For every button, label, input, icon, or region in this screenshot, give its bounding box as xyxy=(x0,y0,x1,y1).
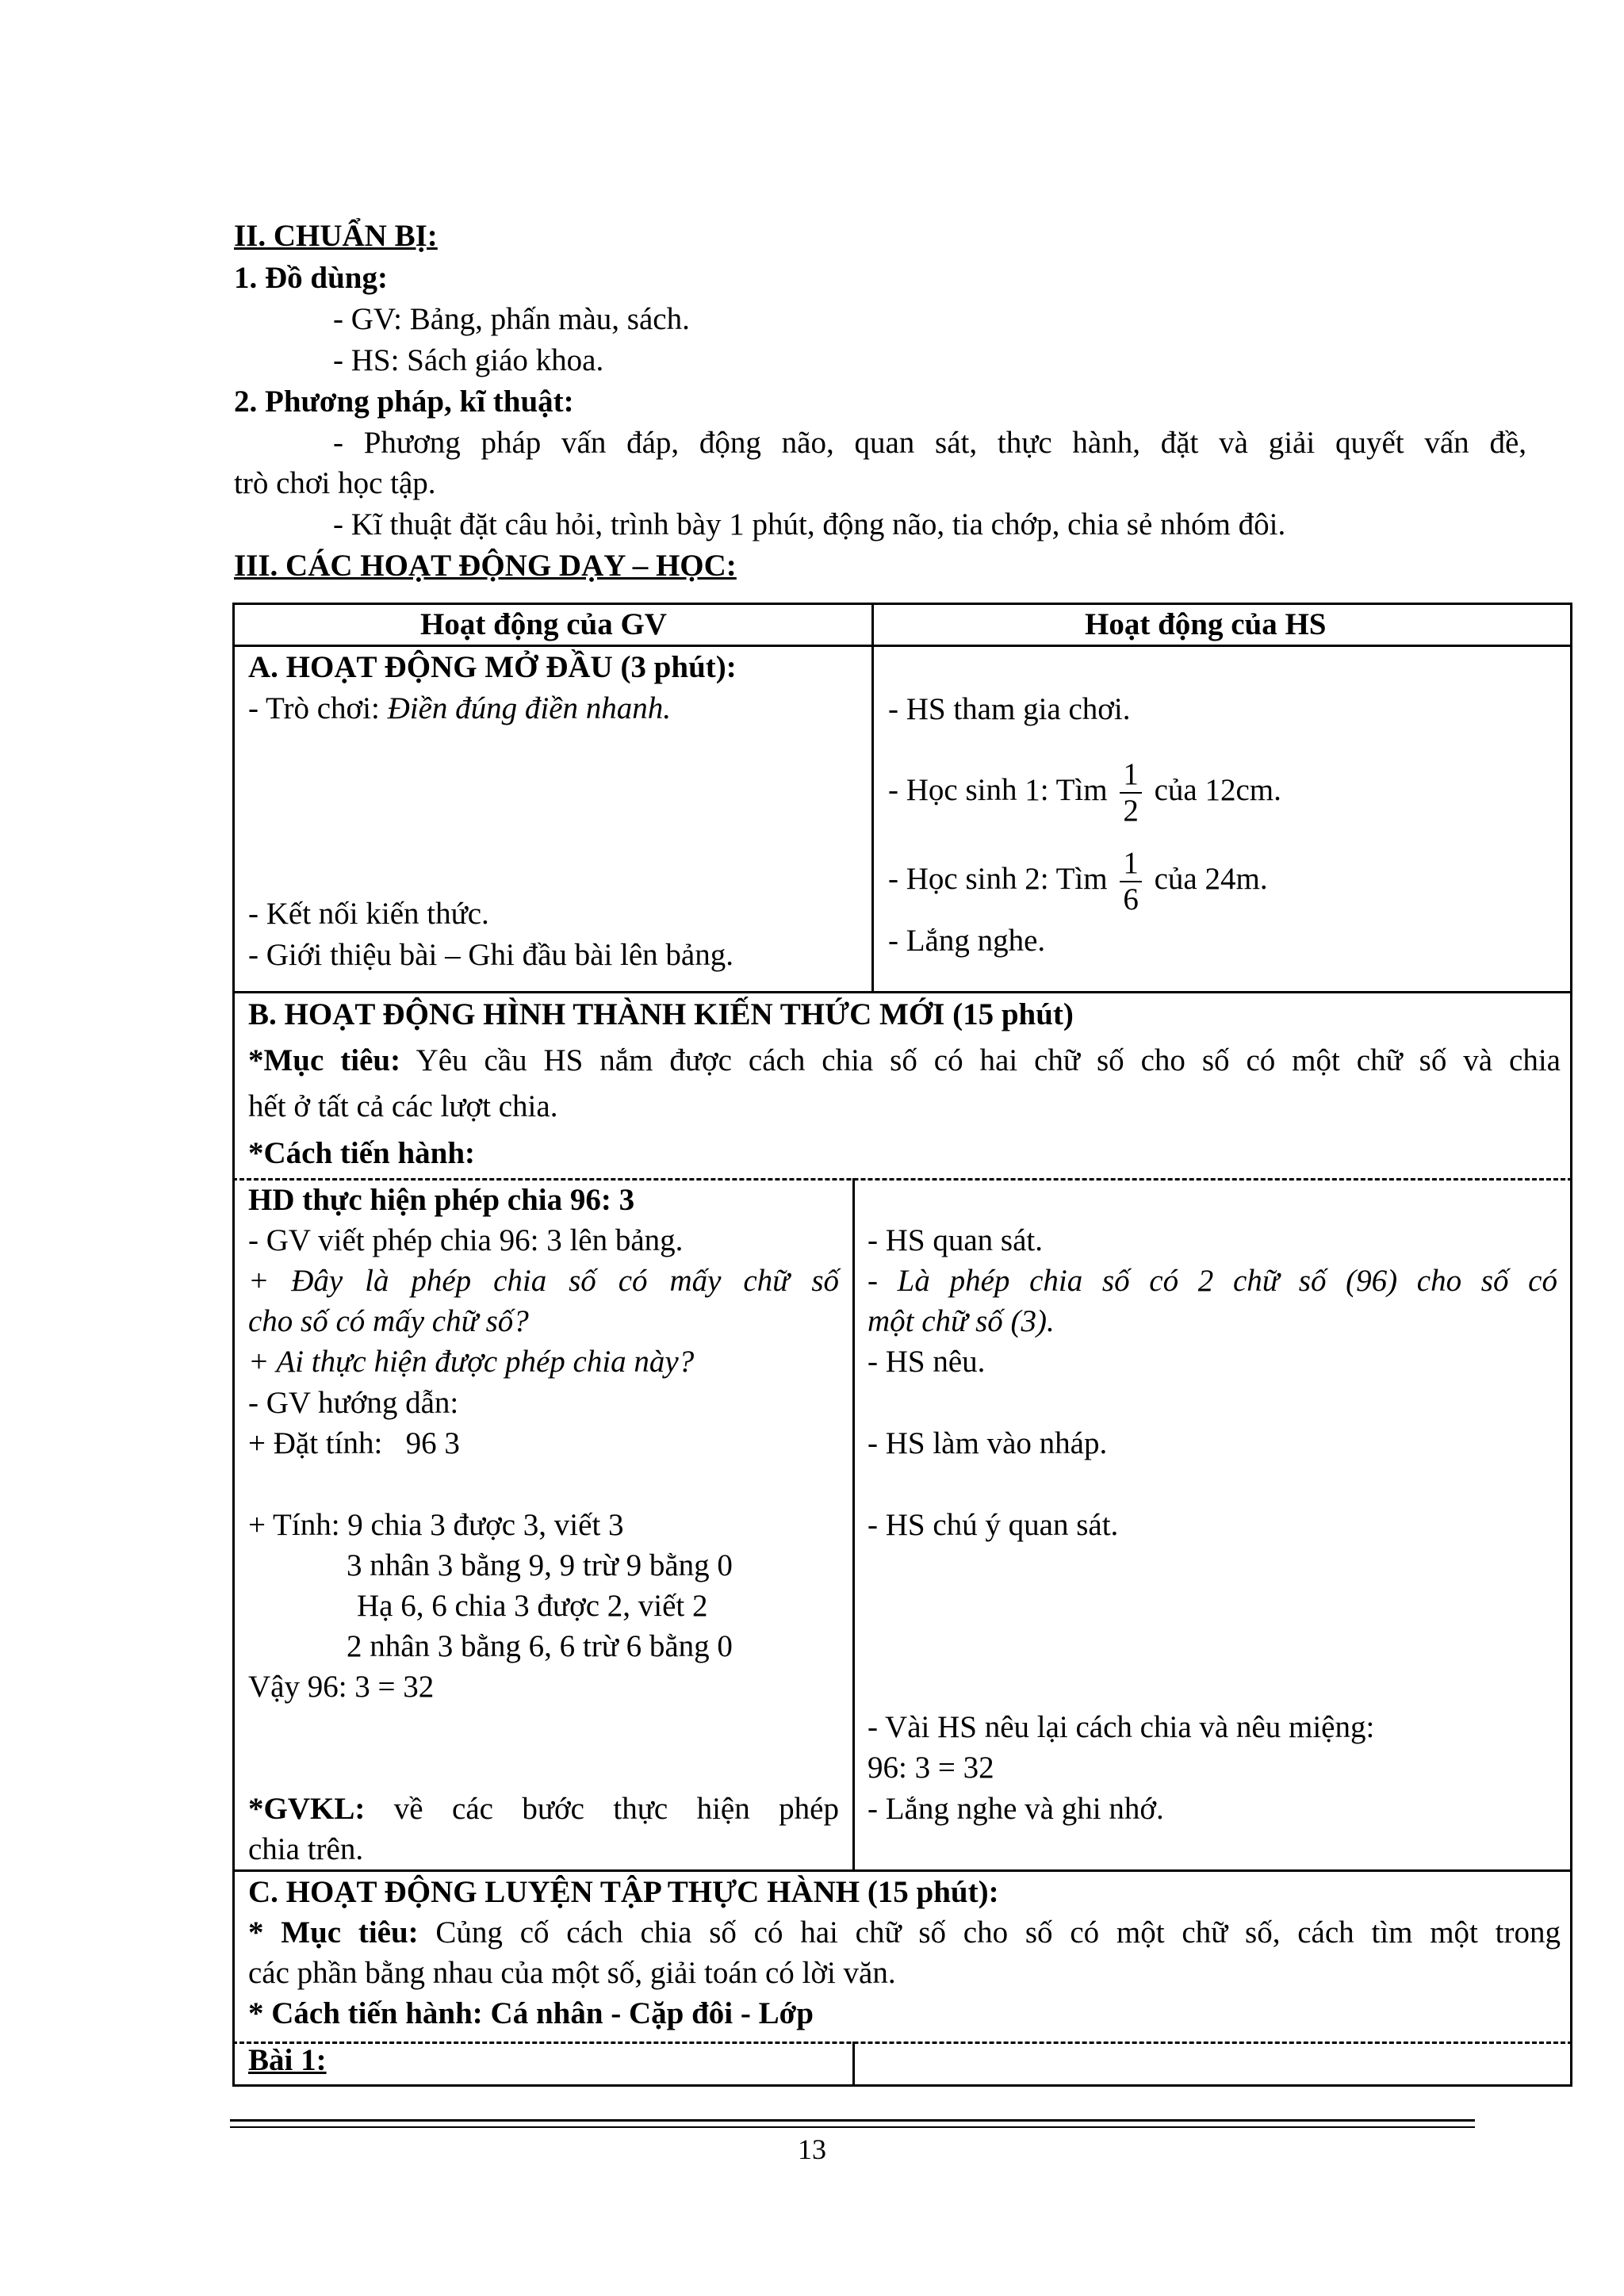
subheading-methods: 2. Phương pháp, kĩ thuật: xyxy=(234,385,574,419)
calc-step-3: Hạ 6, 6 chia 3 được 2, viết 2 xyxy=(357,1589,708,1623)
game-line xyxy=(248,689,671,729)
header-divider xyxy=(232,645,1572,647)
footer-rule-top xyxy=(230,2119,1475,2122)
game-name: Điền đúng điền nhanh. xyxy=(387,691,672,725)
techniques-line: - Kĩ thuật đặt câu hỏi, trình bày 1 phút, động não, tia chớp, chia sẻ nhóm đôi. xyxy=(333,507,1286,541)
hs-draft: - HS làm vào nháp. xyxy=(868,1426,1108,1460)
hs1-suffix: của 12cm. xyxy=(1154,773,1281,807)
hs1-numerator: 1 xyxy=(1120,757,1142,794)
hs2-suffix: của 24m. xyxy=(1154,862,1268,896)
hs-repeat-line-2: 96: 3 = 32 xyxy=(868,1751,994,1785)
section-heading-preparation: II. CHUẨN BỊ: xyxy=(234,219,438,253)
fraction-one-sixth xyxy=(1120,846,1142,917)
column-header-student: Hoạt động của HS xyxy=(1085,607,1327,641)
hs2-numerator: 1 xyxy=(1120,846,1142,882)
section-c-procedure: * Cách tiến hành: Cá nhân - Cặp đôi - Lớp xyxy=(248,1996,814,2030)
column-header-teacher: Hoạt động của GV xyxy=(420,607,667,641)
materials-student: - HS: Sách giáo khoa. xyxy=(333,343,604,377)
hs2-task xyxy=(888,832,1268,926)
set-division xyxy=(248,1424,460,1464)
methods-line-2: trò chơi học tập. xyxy=(234,466,436,500)
exercise-1-label: Bài 1: xyxy=(248,2043,327,2077)
section-a-divider xyxy=(232,991,1572,993)
section-b-goal-line-1 xyxy=(248,1041,1561,1081)
hs-observe: - HS quan sát. xyxy=(868,1223,1043,1257)
gv-guide: - GV hướng dẫn: xyxy=(248,1386,459,1420)
page-number: 13 xyxy=(798,2133,826,2165)
question-1-line-2: cho số có mấy chữ số? xyxy=(248,1304,529,1338)
footer-rule-bottom xyxy=(230,2126,1475,2128)
hs1-prefix: - Học sinh 1: Tìm xyxy=(888,773,1108,807)
guide-title: HD thực hiện phép chia 96: 3 xyxy=(248,1183,635,1217)
section-b-procedure-label: *Cách tiến hành: xyxy=(248,1136,476,1170)
calc-step-2: 3 nhân 3 bằng 9, 9 trừ 9 bằng 0 xyxy=(347,1548,733,1582)
hs-listen: - Lắng nghe. xyxy=(888,924,1046,958)
methods-line-1: - Phương pháp vấn đáp, động não, quan sát, thực hành, đặt và giải quyết vấn đề, xyxy=(333,426,1526,460)
hs2-denominator: 6 xyxy=(1123,882,1139,917)
goal-text: Yêu cầu HS nắm được cách chia số có hai chữ số cho số có một chữ số và chia xyxy=(400,1043,1561,1077)
section-b-goal-line-2: hết ở tất cả các lượt chia. xyxy=(248,1089,558,1123)
section-heading-activities: III. CÁC HOẠT ĐỘNG DẠY – HỌC: xyxy=(234,549,737,583)
lesson-intro: - Giới thiệu bài – Ghi đầu bài lên bảng. xyxy=(248,938,733,972)
question-2: + Ai thực hiện được phép chia này? xyxy=(248,1345,695,1379)
connect-knowledge: - Kết nối kiến thức. xyxy=(248,897,489,931)
section-c-goal-text: Củng cố cách chia số có hai chữ số cho số có một chữ số, cách tìm một trong xyxy=(418,1915,1561,1950)
section-c-goal-line-2: các phần bằng nhau của một số, giải toán có lời văn. xyxy=(248,1956,896,1990)
goal-label: *Mục tiêu: xyxy=(248,1043,401,1077)
hs-answer-line-2: một chữ số (3). xyxy=(868,1304,1055,1338)
hs-repeat-line-1: - Vài HS nêu lại cách chia và nêu miệng: xyxy=(868,1710,1375,1744)
subheading-materials: 1. Đồ dùng: xyxy=(234,261,388,295)
column-divider-b xyxy=(852,1178,855,1869)
section-c-dashed-divider xyxy=(232,2042,1572,2044)
fraction-one-half xyxy=(1120,757,1142,828)
gvkl-text: về các bước thực hiện phép xyxy=(365,1792,839,1826)
hs-say: - HS nêu. xyxy=(868,1345,986,1379)
column-divider-a xyxy=(871,603,874,991)
hs-note: - Lắng nghe và ghi nhớ. xyxy=(868,1792,1164,1826)
materials-teacher: - GV: Bảng, phấn màu, sách. xyxy=(333,302,690,336)
table-border-left xyxy=(232,603,235,2087)
gvkl-label: *GVKL: xyxy=(248,1792,366,1826)
calc-step-1: + Tính: 9 chia 3 được 3, viết 3 xyxy=(248,1508,624,1542)
gvkl-line-1 xyxy=(248,1789,839,1829)
question-1-line-1: + Đây là phép chia số có mấy chữ số xyxy=(248,1264,839,1298)
table-border-right xyxy=(1570,603,1572,2087)
division-result: Vậy 96: 3 = 32 xyxy=(248,1670,435,1704)
column-divider-c xyxy=(852,2042,855,2084)
hs-watch: - HS chú ý quan sát. xyxy=(868,1508,1119,1542)
hs-answer-line-1: - Là phép chia số có 2 chữ số (96) cho số có xyxy=(868,1264,1557,1298)
section-b-divider xyxy=(232,1869,1572,1872)
section-a-title: A. HOẠT ĐỘNG MỞ ĐẦU (3 phút): xyxy=(248,650,737,684)
calc-step-4: 2 nhân 3 bằng 6, 6 trừ 6 bằng 0 xyxy=(347,1629,733,1663)
game-prefix: - Trò chơi: xyxy=(248,691,388,725)
set-expression: 96 3 xyxy=(405,1426,460,1460)
set-prefix: + Đặt tính: xyxy=(248,1426,383,1460)
gvkl-line-2: chia trên. xyxy=(248,1832,364,1866)
hs2-prefix: - Học sinh 2: Tìm xyxy=(888,862,1108,896)
gv-write: - GV viết phép chia 96: 3 lên bảng. xyxy=(248,1223,684,1257)
hs1-denominator: 2 xyxy=(1123,794,1139,828)
section-c-goal-line-1 xyxy=(248,1913,1561,1953)
hs-play: - HS tham gia chơi. xyxy=(888,692,1131,726)
section-b-title: B. HOẠT ĐỘNG HÌNH THÀNH KIẾN THỨC MỚI (15 phút) xyxy=(248,997,1074,1031)
hs1-task xyxy=(888,744,1281,837)
section-c-title: C. HOẠT ĐỘNG LUYỆN TẬP THỰC HÀNH (15 phút): xyxy=(248,1875,999,1909)
table-border-bottom xyxy=(232,2084,1572,2087)
section-c-goal-label: * Mục tiêu: xyxy=(248,1915,419,1950)
